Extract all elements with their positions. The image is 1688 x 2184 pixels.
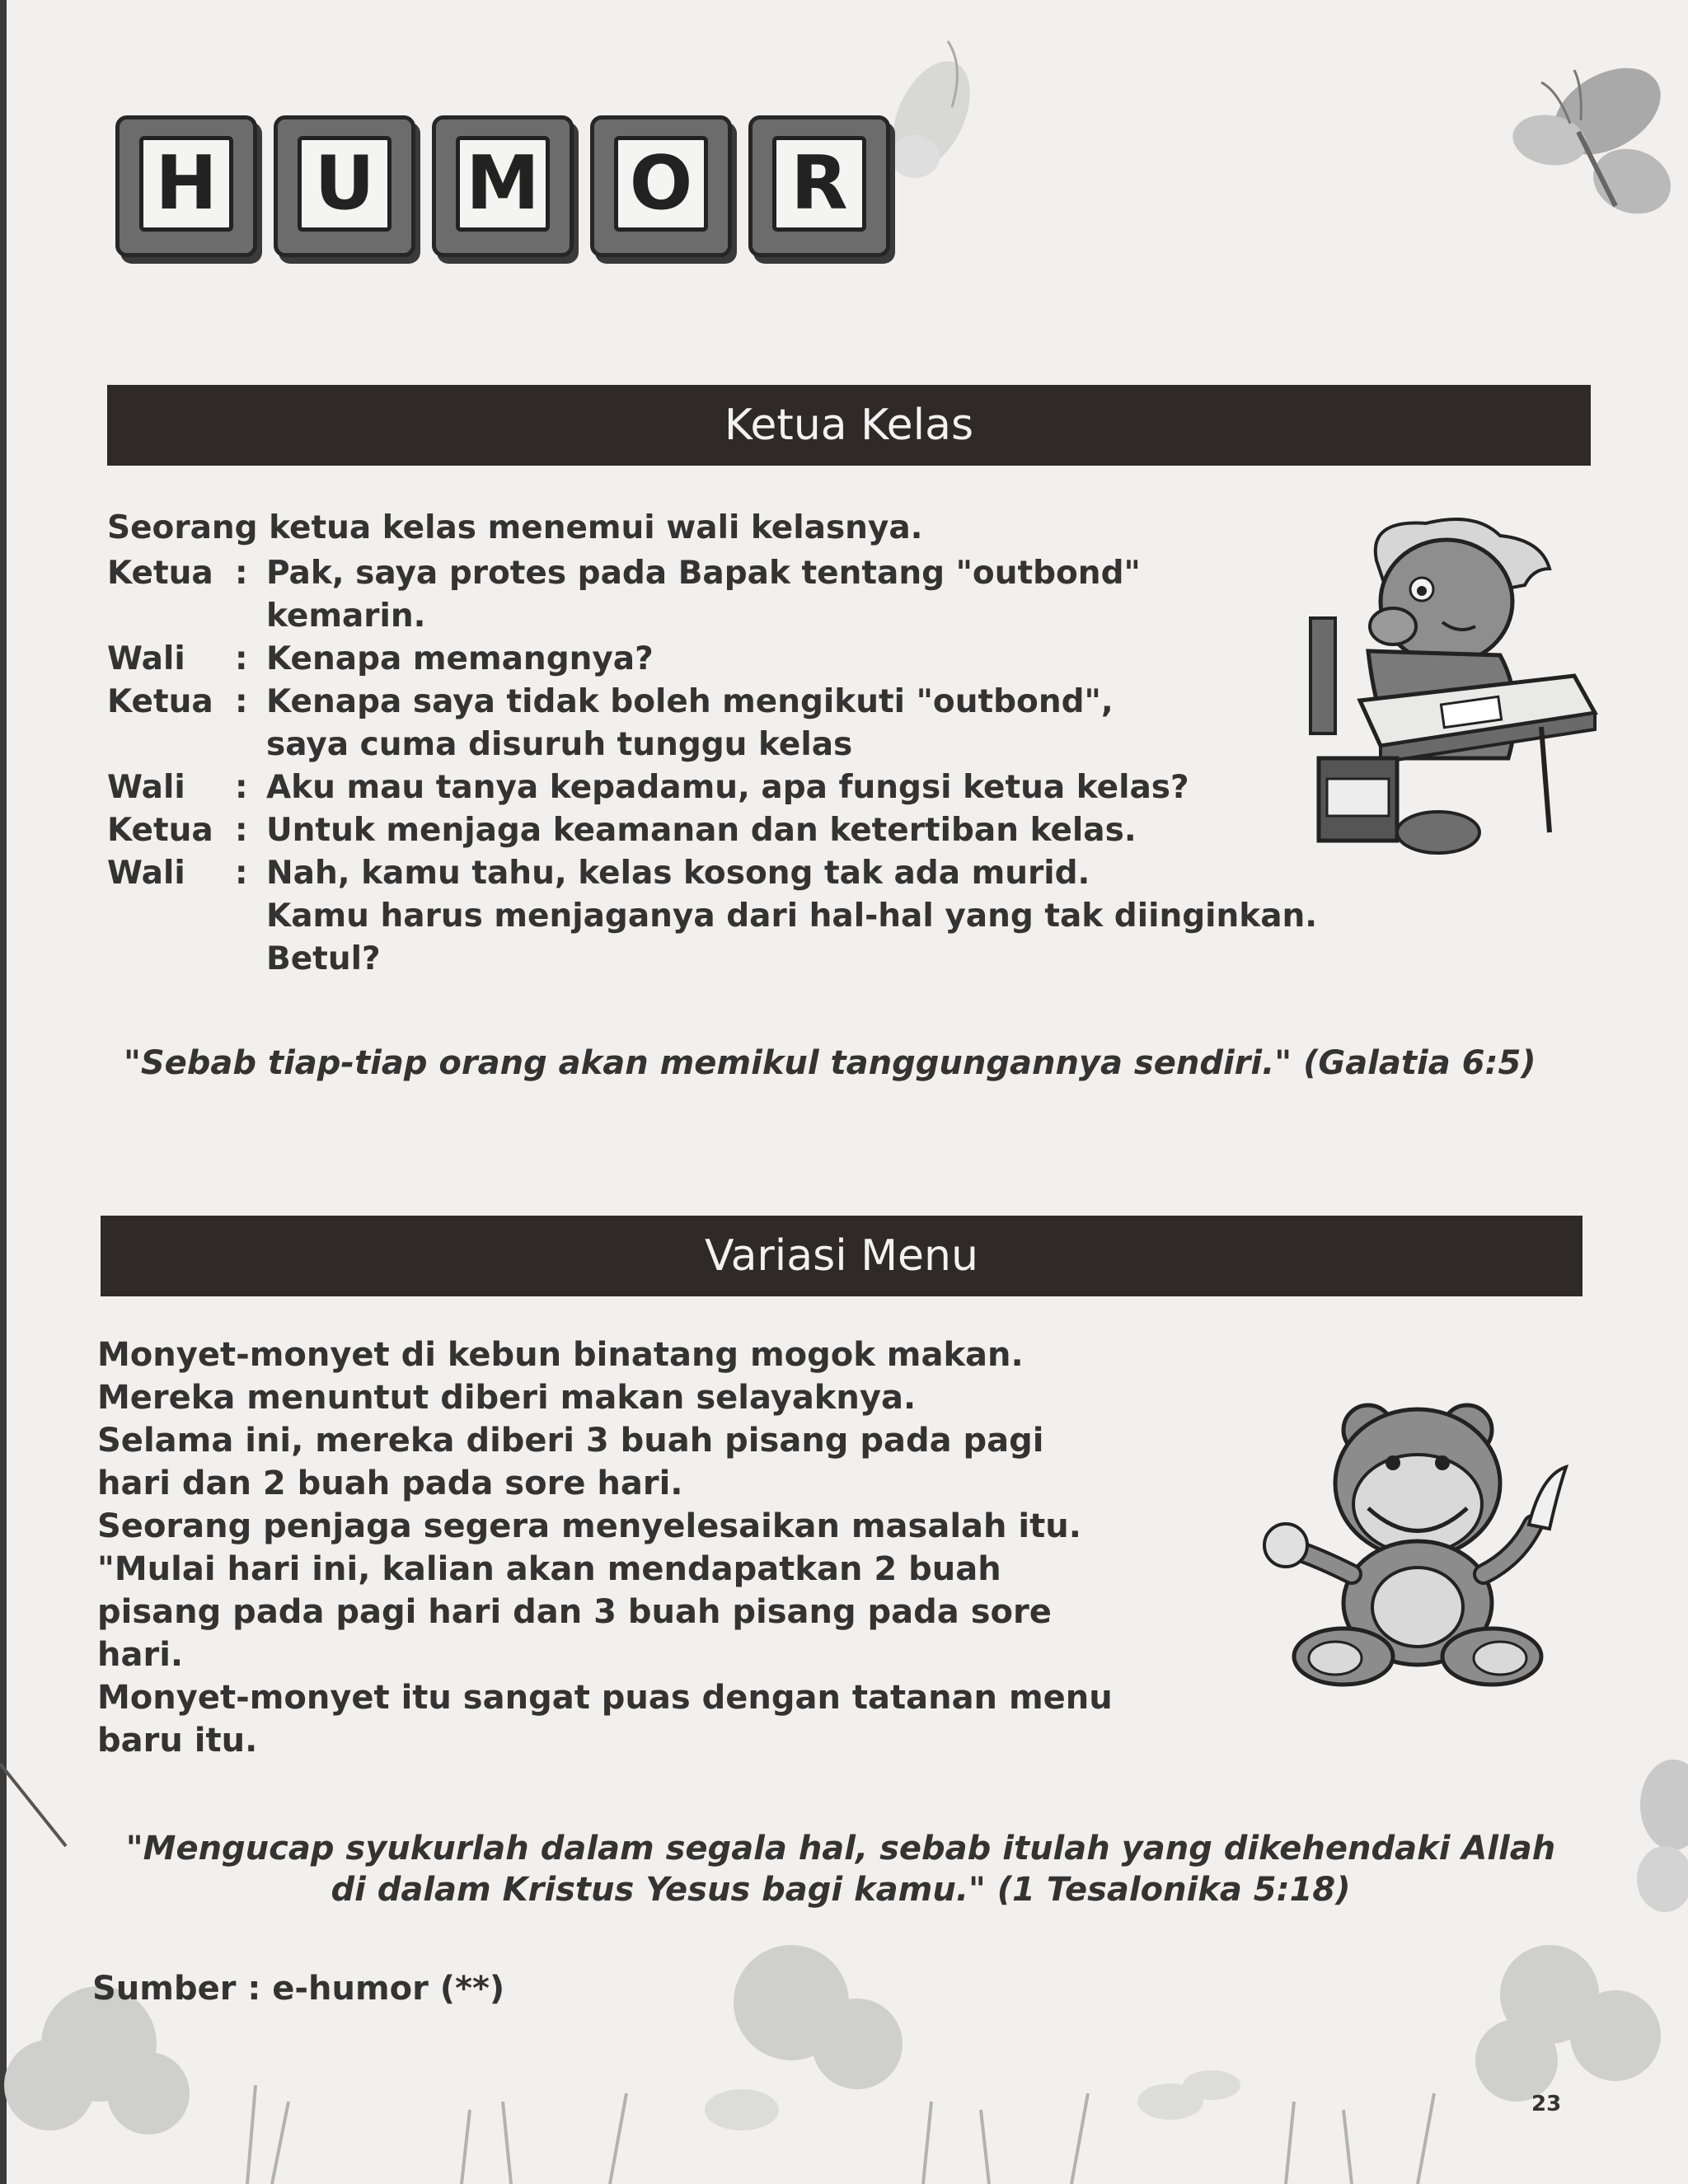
colon: : — [235, 812, 248, 849]
colon: : — [235, 640, 248, 677]
dialogue-text — [266, 852, 1409, 981]
dialogue-line: Aku mau tanya kepadamu, apa fungsi ketua kelas? — [266, 769, 1189, 806]
page-number: 23 — [1531, 2092, 1562, 2116]
story-line: Monyet-monyet di kebun binatang mogok makan. — [97, 1336, 1024, 1374]
colon: : — [235, 855, 248, 892]
dialogue-row — [107, 766, 1409, 809]
dialogue-row — [107, 638, 1409, 681]
humor-title — [115, 115, 940, 280]
story-line: Monyet-monyet itu sangat puas dengan tatanan menu — [97, 1679, 1113, 1717]
title-block-u — [274, 115, 415, 257]
dialogue-row — [107, 552, 1409, 638]
student-illustration — [1302, 511, 1599, 857]
bible-verse — [99, 1828, 1582, 1910]
title-letter: M — [456, 136, 550, 232]
dialogue-line: Nah, kamu tahu, kelas kosong tak ada murid. — [266, 855, 1090, 892]
dialogue-text — [266, 809, 1409, 852]
speaker: Ketua — [107, 555, 213, 592]
dialogue-line: Betul? — [266, 940, 381, 977]
story-text — [97, 1333, 1128, 1762]
title-letter: H — [139, 136, 233, 232]
story-line: baru itu. — [97, 1722, 258, 1760]
source-credit: Sumber : e-humor (**) — [92, 1970, 505, 2008]
story-line: "Mulai hari ini, kalian akan mendapatkan 2 buah — [97, 1550, 1001, 1588]
section-heading-variasi-menu: Variasi Menu — [101, 1216, 1582, 1296]
dialogue-line: kemarin. — [266, 598, 426, 635]
bible-verse: "Sebab tiap-tiap orang akan memikul tanggungannya sendiri." (Galatia 6:5) — [124, 1044, 1536, 1082]
title-block-h — [115, 115, 257, 257]
dialogue-line: Untuk menjaga keamanan dan ketertiban kelas. — [266, 812, 1137, 849]
story-line: pisang pada pagi hari dan 3 buah pisang pada sore — [97, 1593, 1052, 1631]
title-letter: R — [772, 136, 866, 232]
grass-icon — [0, 1747, 99, 1863]
title-block-r — [748, 115, 890, 257]
dialogue-row — [107, 681, 1409, 766]
dialogue-line: saya cuma disuruh tunggu kelas — [266, 726, 853, 763]
verse-line: di dalam Kristus Yesus bagi kamu." (1 Tesalonika 5:18) — [331, 1871, 1351, 1909]
verse-line: "Mengucap syukurlah dalam segala hal, sebab itulah yang dikehendaki Allah — [125, 1830, 1556, 1868]
story-intro: Seorang ketua kelas menemui wali kelasnya. — [107, 509, 923, 546]
dialogue-text — [266, 681, 1409, 766]
dialogue-text — [266, 766, 1409, 809]
title-letter: O — [614, 136, 708, 232]
dialogue-row — [107, 809, 1409, 852]
title-letter: U — [298, 136, 392, 232]
story-line: Selama ini, mereka diberi 3 buah pisang pada pagi — [97, 1422, 1044, 1460]
butterfly-icon — [1492, 41, 1681, 255]
dialogue-line: Pak, saya protes pada Bapak tentang "outbond" — [266, 555, 1141, 592]
colon: : — [235, 683, 248, 720]
story-line: Mereka menuntut diberi makan selayaknya. — [97, 1379, 917, 1417]
dialogue-line: Kamu harus menjaganya dari hal-hal yang tak diinginkan. — [266, 898, 1318, 935]
dialogue-line: Kenapa saya tidak boleh mengikuti "outbond", — [266, 683, 1114, 720]
story-line: Seorang penjaga segera menyelesaikan masalah itu. — [97, 1507, 1081, 1545]
dialogue-text — [266, 552, 1409, 638]
story-line: hari. — [97, 1636, 184, 1674]
title-block-o — [590, 115, 732, 257]
speaker: Wali — [107, 769, 185, 806]
dialogue-line: Kenapa memangnya? — [266, 640, 654, 677]
dialogue — [107, 552, 1409, 981]
speaker: Ketua — [107, 683, 213, 720]
colon: : — [235, 555, 248, 592]
colon: : — [235, 769, 248, 806]
dialogue-row — [107, 852, 1409, 981]
speaker: Ketua — [107, 812, 213, 849]
title-block-m — [432, 115, 574, 257]
section-heading-ketua-kelas: Ketua Kelas — [107, 385, 1591, 466]
speaker: Wali — [107, 855, 185, 892]
speaker: Wali — [107, 640, 185, 677]
dialogue-text — [266, 638, 1409, 681]
flower-icon — [0, 1896, 1688, 2184]
monkey-illustration — [1245, 1393, 1607, 1698]
story-line: hari dan 2 buah pada sore hari. — [97, 1465, 683, 1502]
